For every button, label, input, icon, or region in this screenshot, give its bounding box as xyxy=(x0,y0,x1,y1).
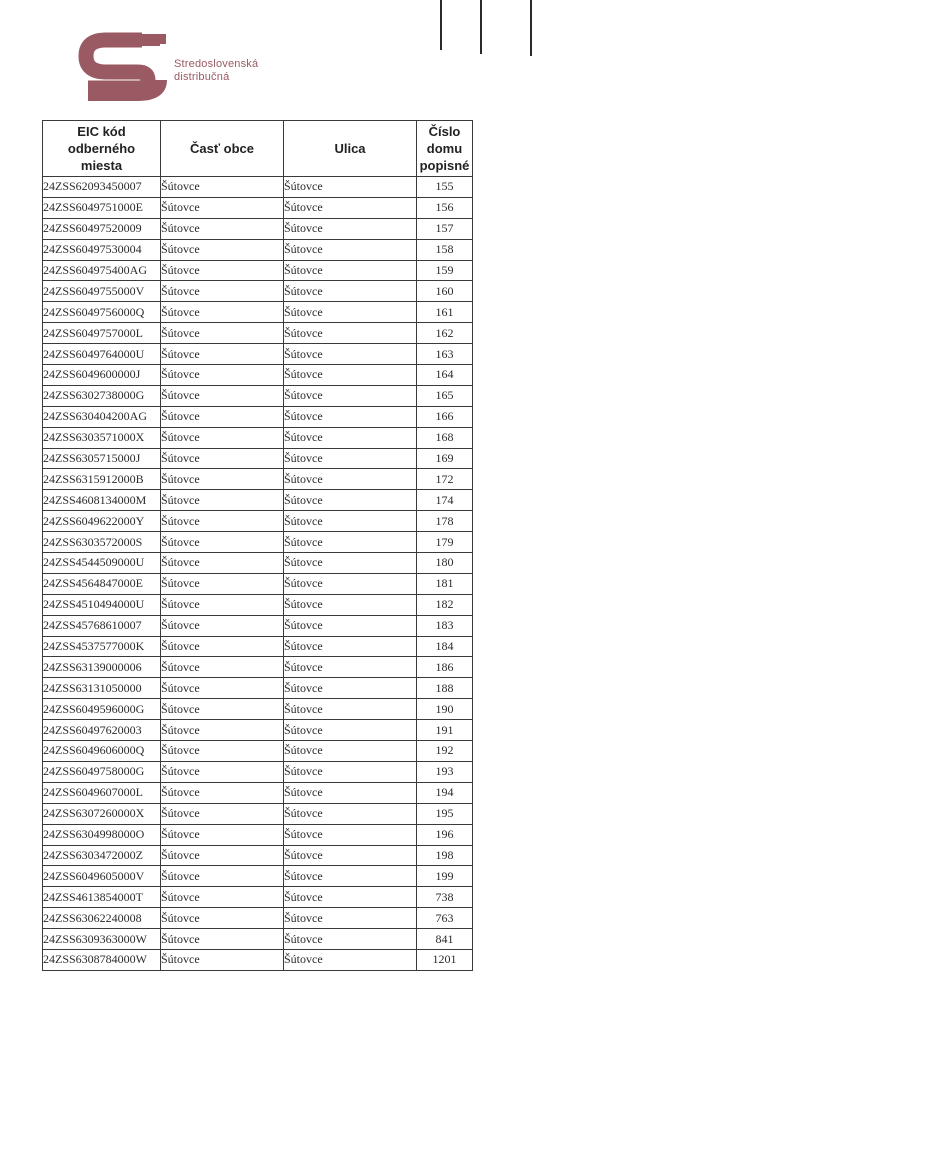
cell-street: Šútovce xyxy=(284,323,417,344)
cell-street: Šútovce xyxy=(284,218,417,239)
cell-street: Šútovce xyxy=(284,344,417,365)
cell-eic: 24ZSS6303572000S xyxy=(43,532,161,553)
table-row xyxy=(43,761,473,782)
cell-street: Šútovce xyxy=(284,824,417,845)
cell-number: 181 xyxy=(417,573,473,594)
cell-number: 156 xyxy=(417,197,473,218)
cell-street: Šútovce xyxy=(284,448,417,469)
cell-street: Šútovce xyxy=(284,949,417,970)
cell-street: Šútovce xyxy=(284,532,417,553)
cell-part: Šútovce xyxy=(161,845,284,866)
cell-eic: 24ZSS6049755000V xyxy=(43,281,161,302)
cell-number: 160 xyxy=(417,281,473,302)
cell-number: 180 xyxy=(417,553,473,574)
cell-street: Šútovce xyxy=(284,887,417,908)
cell-part: Šútovce xyxy=(161,177,284,198)
logo-s-mark-icon xyxy=(78,32,168,114)
cell-number: 763 xyxy=(417,908,473,929)
table-row xyxy=(43,845,473,866)
cell-street: Šútovce xyxy=(284,511,417,532)
logo-wordmark xyxy=(174,58,258,84)
cell-part: Šútovce xyxy=(161,406,284,427)
cell-street: Šútovce xyxy=(284,803,417,824)
cell-eic: 24ZSS6309363000W xyxy=(43,929,161,950)
header-street: Ulica xyxy=(284,121,417,177)
table-row xyxy=(43,218,473,239)
cell-eic: 24ZSS6315912000B xyxy=(43,469,161,490)
cell-part: Šútovce xyxy=(161,636,284,657)
table-row xyxy=(43,448,473,469)
cell-number: 198 xyxy=(417,845,473,866)
table-row xyxy=(43,615,473,636)
cell-eic: 24ZSS6049607000L xyxy=(43,782,161,803)
cell-eic: 24ZSS6049758000G xyxy=(43,761,161,782)
table-row xyxy=(43,281,473,302)
cell-part: Šútovce xyxy=(161,553,284,574)
table-row xyxy=(43,406,473,427)
table-row xyxy=(43,949,473,970)
cell-street: Šútovce xyxy=(284,657,417,678)
cell-part: Šútovce xyxy=(161,803,284,824)
cell-street: Šútovce xyxy=(284,406,417,427)
cell-eic: 24ZSS60497530004 xyxy=(43,239,161,260)
cell-number: 192 xyxy=(417,741,473,762)
scan-line xyxy=(530,0,532,56)
cell-number: 190 xyxy=(417,699,473,720)
cell-eic: 24ZSS62093450007 xyxy=(43,177,161,198)
cell-number: 1201 xyxy=(417,949,473,970)
cell-street: Šútovce xyxy=(284,573,417,594)
table-row xyxy=(43,678,473,699)
cell-street: Šútovce xyxy=(284,699,417,720)
cell-number: 199 xyxy=(417,866,473,887)
cell-part: Šútovce xyxy=(161,657,284,678)
cell-eic: 24ZSS6049596000G xyxy=(43,699,161,720)
cell-number: 157 xyxy=(417,218,473,239)
cell-street: Šútovce xyxy=(284,720,417,741)
cell-eic: 24ZSS604975400AG xyxy=(43,260,161,281)
cell-part: Šútovce xyxy=(161,908,284,929)
cell-eic: 24ZSS6308784000W xyxy=(43,949,161,970)
company-logo xyxy=(78,32,258,114)
eic-table xyxy=(42,120,473,971)
cell-part: Šútovce xyxy=(161,323,284,344)
cell-street: Šútovce xyxy=(284,866,417,887)
table-row xyxy=(43,553,473,574)
cell-street: Šútovce xyxy=(284,302,417,323)
cell-street: Šútovce xyxy=(284,490,417,511)
table-row xyxy=(43,344,473,365)
table-row xyxy=(43,887,473,908)
cell-street: Šútovce xyxy=(284,427,417,448)
cell-street: Šútovce xyxy=(284,741,417,762)
cell-part: Šútovce xyxy=(161,532,284,553)
cell-number: 194 xyxy=(417,782,473,803)
cell-number: 165 xyxy=(417,385,473,406)
table-row xyxy=(43,511,473,532)
cell-number: 195 xyxy=(417,803,473,824)
scan-line xyxy=(440,0,442,50)
cell-part: Šútovce xyxy=(161,260,284,281)
table-row xyxy=(43,197,473,218)
cell-street: Šútovce xyxy=(284,365,417,386)
cell-part: Šútovce xyxy=(161,448,284,469)
cell-part: Šútovce xyxy=(161,887,284,908)
cell-street: Šútovce xyxy=(284,553,417,574)
cell-number: 178 xyxy=(417,511,473,532)
table-row xyxy=(43,323,473,344)
cell-eic: 24ZSS6303472000Z xyxy=(43,845,161,866)
table-header-row xyxy=(43,121,473,177)
cell-part: Šútovce xyxy=(161,469,284,490)
table-row xyxy=(43,365,473,386)
cell-part: Šútovce xyxy=(161,761,284,782)
cell-number: 168 xyxy=(417,427,473,448)
table-row xyxy=(43,573,473,594)
cell-part: Šútovce xyxy=(161,929,284,950)
table-row xyxy=(43,908,473,929)
cell-part: Šútovce xyxy=(161,678,284,699)
cell-eic: 24ZSS630404200AG xyxy=(43,406,161,427)
cell-street: Šútovce xyxy=(284,636,417,657)
cell-part: Šútovce xyxy=(161,949,284,970)
cell-number: 162 xyxy=(417,323,473,344)
cell-street: Šútovce xyxy=(284,929,417,950)
cell-street: Šútovce xyxy=(284,908,417,929)
table-row xyxy=(43,929,473,950)
cell-part: Šútovce xyxy=(161,511,284,532)
scan-line xyxy=(480,0,482,54)
cell-number: 182 xyxy=(417,594,473,615)
cell-eic: 24ZSS6304998000O xyxy=(43,824,161,845)
cell-street: Šútovce xyxy=(284,782,417,803)
cell-eic: 24ZSS6049764000U xyxy=(43,344,161,365)
cell-eic: 24ZSS4537577000K xyxy=(43,636,161,657)
logo-text-line1: Stredoslovenská xyxy=(174,58,259,70)
table-row xyxy=(43,803,473,824)
logo-text-line2: distribučná xyxy=(174,71,230,83)
cell-number: 738 xyxy=(417,887,473,908)
cell-part: Šútovce xyxy=(161,720,284,741)
cell-eic: 24ZSS6049756000Q xyxy=(43,302,161,323)
header-number: Číslo domu popisné xyxy=(417,121,473,177)
table-row xyxy=(43,532,473,553)
table-row xyxy=(43,720,473,741)
cell-street: Šútovce xyxy=(284,761,417,782)
cell-number: 188 xyxy=(417,678,473,699)
header-part: Časť obce xyxy=(161,121,284,177)
cell-part: Šútovce xyxy=(161,782,284,803)
table-body xyxy=(43,177,473,971)
table-row xyxy=(43,824,473,845)
cell-number: 174 xyxy=(417,490,473,511)
cell-street: Šútovce xyxy=(284,594,417,615)
table-row xyxy=(43,385,473,406)
cell-number: 158 xyxy=(417,239,473,260)
cell-number: 159 xyxy=(417,260,473,281)
cell-street: Šútovce xyxy=(284,197,417,218)
cell-part: Šútovce xyxy=(161,239,284,260)
cell-eic: 24ZSS4510494000U xyxy=(43,594,161,615)
cell-eic: 24ZSS60497520009 xyxy=(43,218,161,239)
cell-part: Šútovce xyxy=(161,344,284,365)
cell-part: Šútovce xyxy=(161,218,284,239)
cell-part: Šútovce xyxy=(161,866,284,887)
cell-part: Šútovce xyxy=(161,281,284,302)
cell-eic: 24ZSS60497620003 xyxy=(43,720,161,741)
cell-eic: 24ZSS4608134000M xyxy=(43,490,161,511)
cell-number: 155 xyxy=(417,177,473,198)
cell-street: Šútovce xyxy=(284,239,417,260)
cell-part: Šútovce xyxy=(161,594,284,615)
cell-number: 183 xyxy=(417,615,473,636)
table-row xyxy=(43,260,473,281)
cell-eic: 24ZSS6049757000L xyxy=(43,323,161,344)
cell-number: 172 xyxy=(417,469,473,490)
cell-eic: 24ZSS45768610007 xyxy=(43,615,161,636)
cell-number: 841 xyxy=(417,929,473,950)
cell-number: 184 xyxy=(417,636,473,657)
cell-eic: 24ZSS6049622000Y xyxy=(43,511,161,532)
cell-street: Šútovce xyxy=(284,260,417,281)
cell-number: 163 xyxy=(417,344,473,365)
cell-part: Šútovce xyxy=(161,824,284,845)
cell-part: Šútovce xyxy=(161,741,284,762)
header-eic: EIC kód odberného miesta xyxy=(43,121,161,177)
cell-eic: 24ZSS6049606000Q xyxy=(43,741,161,762)
cell-part: Šútovce xyxy=(161,385,284,406)
cell-part: Šútovce xyxy=(161,365,284,386)
cell-eic: 24ZSS6305715000J xyxy=(43,448,161,469)
table-row xyxy=(43,490,473,511)
cell-street: Šútovce xyxy=(284,469,417,490)
cell-eic: 24ZSS6049600000J xyxy=(43,365,161,386)
cell-street: Šútovce xyxy=(284,385,417,406)
cell-eic: 24ZSS6049751000E xyxy=(43,197,161,218)
cell-eic: 24ZSS6307260000X xyxy=(43,803,161,824)
cell-street: Šútovce xyxy=(284,281,417,302)
cell-eic: 24ZSS6049605000V xyxy=(43,866,161,887)
cell-street: Šútovce xyxy=(284,678,417,699)
cell-part: Šútovce xyxy=(161,573,284,594)
cell-number: 191 xyxy=(417,720,473,741)
cell-part: Šútovce xyxy=(161,615,284,636)
cell-number: 164 xyxy=(417,365,473,386)
table-row xyxy=(43,177,473,198)
table-row xyxy=(43,302,473,323)
cell-part: Šútovce xyxy=(161,490,284,511)
cell-number: 186 xyxy=(417,657,473,678)
cell-part: Šútovce xyxy=(161,699,284,720)
cell-number: 166 xyxy=(417,406,473,427)
table-row xyxy=(43,469,473,490)
cell-number: 161 xyxy=(417,302,473,323)
cell-part: Šútovce xyxy=(161,302,284,323)
cell-part: Šútovce xyxy=(161,197,284,218)
cell-eic: 24ZSS63131050000 xyxy=(43,678,161,699)
table-row xyxy=(43,239,473,260)
cell-number: 193 xyxy=(417,761,473,782)
table-row xyxy=(43,741,473,762)
cell-eic: 24ZSS6303571000X xyxy=(43,427,161,448)
cell-part: Šútovce xyxy=(161,427,284,448)
cell-street: Šútovce xyxy=(284,845,417,866)
table-row xyxy=(43,699,473,720)
table-row xyxy=(43,657,473,678)
cell-street: Šútovce xyxy=(284,177,417,198)
table-row xyxy=(43,636,473,657)
cell-street: Šútovce xyxy=(284,615,417,636)
cell-eic: 24ZSS4613854000T xyxy=(43,887,161,908)
table-row xyxy=(43,427,473,448)
cell-eic: 24ZSS63062240008 xyxy=(43,908,161,929)
table-row xyxy=(43,594,473,615)
cell-eic: 24ZSS63139000006 xyxy=(43,657,161,678)
cell-eic: 24ZSS4564847000E xyxy=(43,573,161,594)
cell-number: 196 xyxy=(417,824,473,845)
cell-number: 169 xyxy=(417,448,473,469)
table-row xyxy=(43,782,473,803)
cell-eic: 24ZSS4544509000U xyxy=(43,553,161,574)
table-row xyxy=(43,866,473,887)
cell-eic: 24ZSS6302738000G xyxy=(43,385,161,406)
cell-number: 179 xyxy=(417,532,473,553)
